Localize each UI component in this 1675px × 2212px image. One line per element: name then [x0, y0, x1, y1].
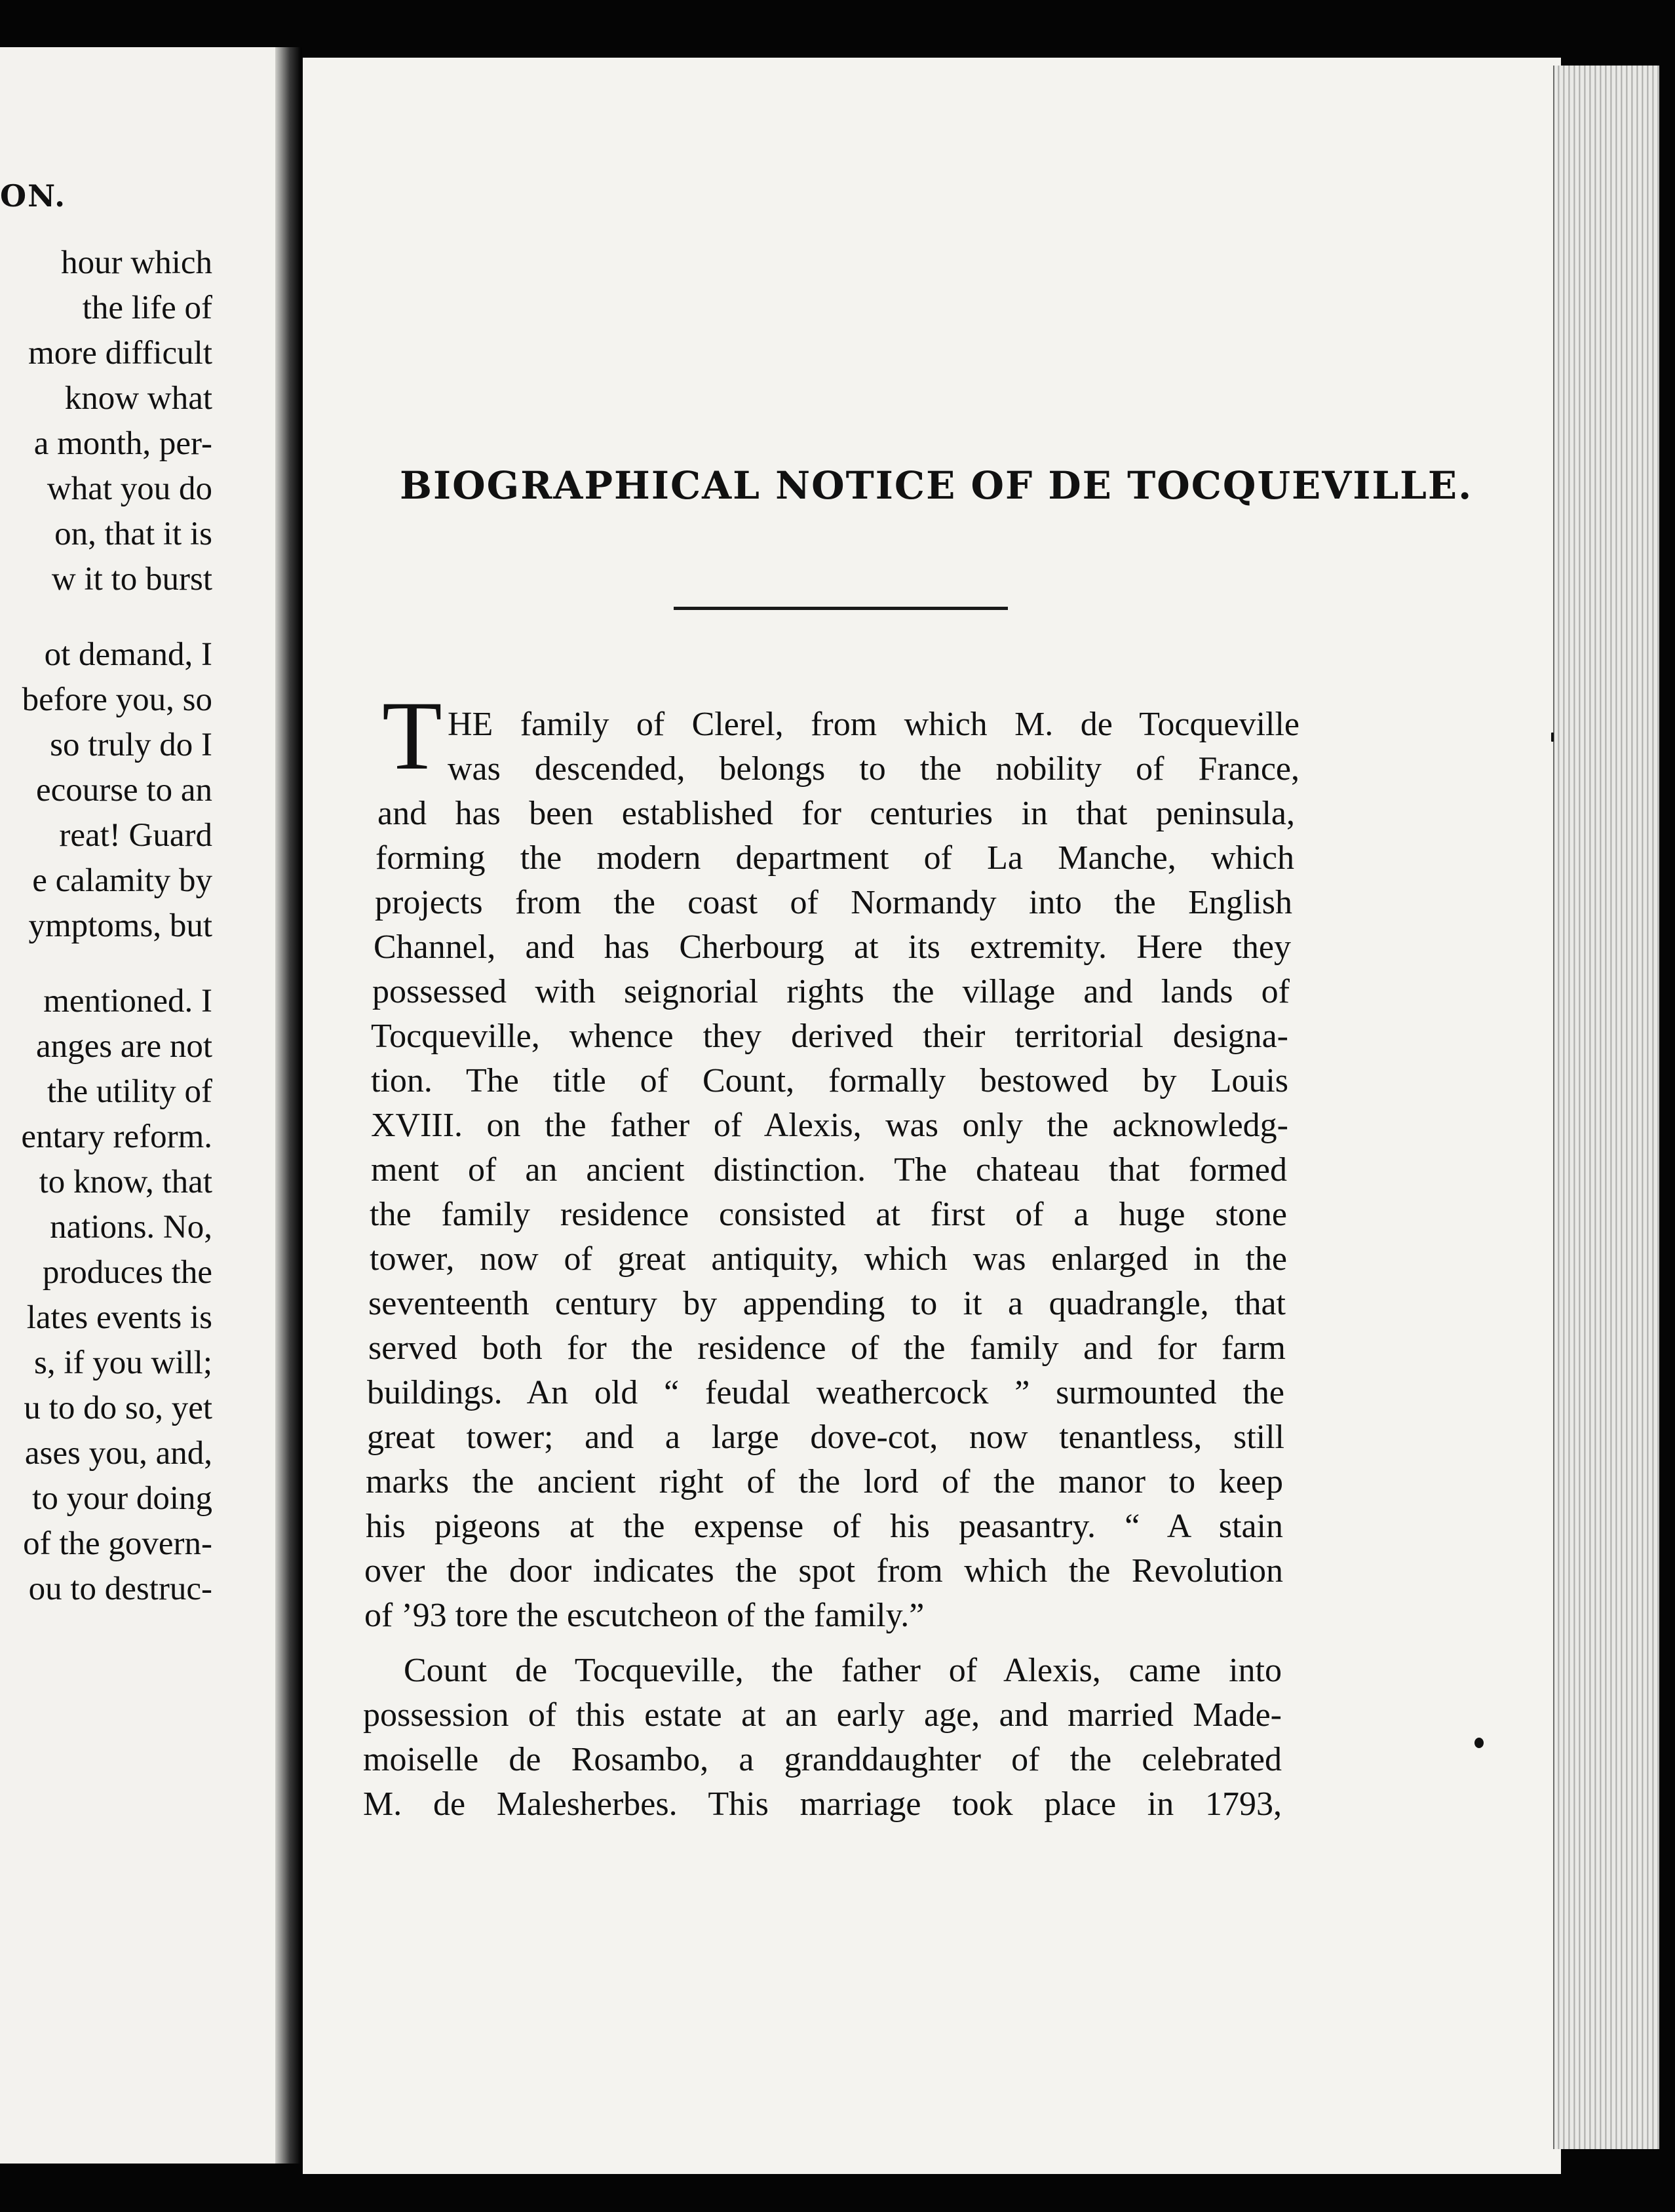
- left-page-line: w it to burst: [51, 561, 212, 598]
- left-page-header: ON.: [0, 178, 67, 214]
- body-line: Channel, and has Cherbourg at its extremity. Here they: [374, 928, 1291, 966]
- body-line: Tocqueville, whence they derived their territorial designa-: [371, 1018, 1288, 1055]
- left-page-line: ou to destruc-: [28, 1571, 212, 1607]
- body-line: moiselle de Rosambo, a granddaughter of the celebrated: [363, 1741, 1282, 1778]
- left-page-line: to know, that: [39, 1164, 212, 1200]
- body-line: great tower; and a large dove-cot, now tenantless, still: [367, 1419, 1284, 1456]
- body-line: tower, now of great antiquity, which was enlarged in the: [370, 1240, 1287, 1278]
- left-page-line: a month, per-: [33, 425, 212, 462]
- body-line: projects from the coast of Normandy into the English: [375, 884, 1292, 921]
- left-page-line: more difficult: [28, 335, 212, 372]
- left-page-line: ecourse to an: [35, 772, 212, 809]
- left-page-line: on, that it is: [54, 516, 212, 552]
- left-page-line: u to do so, yet: [24, 1390, 212, 1426]
- left-page-line: entary reform.: [21, 1118, 212, 1155]
- body-line: of ’93 tore the escutcheon of the family.”: [364, 1597, 925, 1634]
- scan-speck: [1474, 1738, 1484, 1748]
- left-page-line: before you, so: [22, 681, 212, 718]
- left-page-line: ases you, and,: [24, 1435, 212, 1472]
- body-line: HE family of Clerel, from which M. de Tocqueville: [448, 706, 1300, 743]
- body-line: XVIII. on the father of Alexis, was only the acknowledg-: [371, 1107, 1288, 1144]
- drop-cap: T: [382, 681, 442, 790]
- body-line: M. de Malesherbes. This marriage took place in 1793,: [363, 1785, 1282, 1823]
- left-page-line: reat! Guard: [59, 817, 212, 854]
- left-page-line: lates events is: [26, 1299, 212, 1336]
- page-title: BIOGRAPHICAL NOTICE OF DE TOCQUEVILLE.: [400, 463, 1473, 508]
- left-page-line: the life of: [82, 290, 212, 326]
- body-line: Count de Tocqueville, the father of Alexis, came into: [404, 1652, 1282, 1689]
- left-page-line: ymptoms, but: [28, 907, 212, 944]
- body-line: served both for the residence of the family and for farm: [368, 1329, 1286, 1367]
- body-line: and has been established for centuries in that peninsula,: [377, 795, 1295, 832]
- left-page-line: mentioned. I: [43, 983, 212, 1020]
- left-page-line: produces the: [42, 1254, 212, 1291]
- body-line: seventeenth century by appending to it a quadrangle, that: [368, 1285, 1286, 1322]
- body-line: forming the modern department of La Manche, which: [375, 839, 1294, 877]
- left-page-line: e calamity by: [32, 862, 212, 899]
- page-edges: [1553, 66, 1659, 2149]
- scan-speck: [1551, 733, 1554, 742]
- body-line: tion. The title of Count, formally bestowed by Louis: [371, 1062, 1288, 1099]
- title-rule: [674, 607, 1008, 610]
- body-line: possession of this estate at an early age, and married Made-: [363, 1696, 1282, 1734]
- left-page-line: of the govern-: [23, 1525, 212, 1562]
- left-page-line: what you do: [47, 470, 212, 507]
- body-line: buildings. An old “ feudal weathercock ” surmounted the: [367, 1374, 1284, 1411]
- left-page-line: ot demand, I: [44, 636, 212, 673]
- left-page-line: so truly do I: [50, 727, 212, 763]
- body-line: was descended, belongs to the nobility of France,: [448, 750, 1300, 788]
- body-line: his pigeons at the expense of his peasantry. “ A stain: [366, 1508, 1283, 1545]
- body-line: possessed with seignorial rights the village and lands of: [372, 973, 1290, 1010]
- body-line: the family residence consisted at first of a huge stone: [370, 1196, 1287, 1233]
- left-page-line: s, if you will;: [33, 1344, 212, 1381]
- left-page-line: anges are not: [35, 1028, 212, 1065]
- left-page: [0, 47, 275, 2164]
- body-line: marks the ancient right of the lord of the manor to keep: [366, 1463, 1283, 1500]
- left-page-line: hour which: [61, 244, 212, 281]
- body-line: ment of an ancient distinction. The chateau that formed: [371, 1151, 1287, 1189]
- body-line: over the door indicates the spot from which the Revolution: [364, 1552, 1283, 1590]
- left-page-line: nations. No,: [50, 1209, 212, 1246]
- left-page-line: the utility of: [47, 1073, 212, 1110]
- book-gutter: [275, 47, 301, 2164]
- left-page-line: know what: [64, 380, 212, 417]
- left-page-line: to your doing: [32, 1480, 212, 1517]
